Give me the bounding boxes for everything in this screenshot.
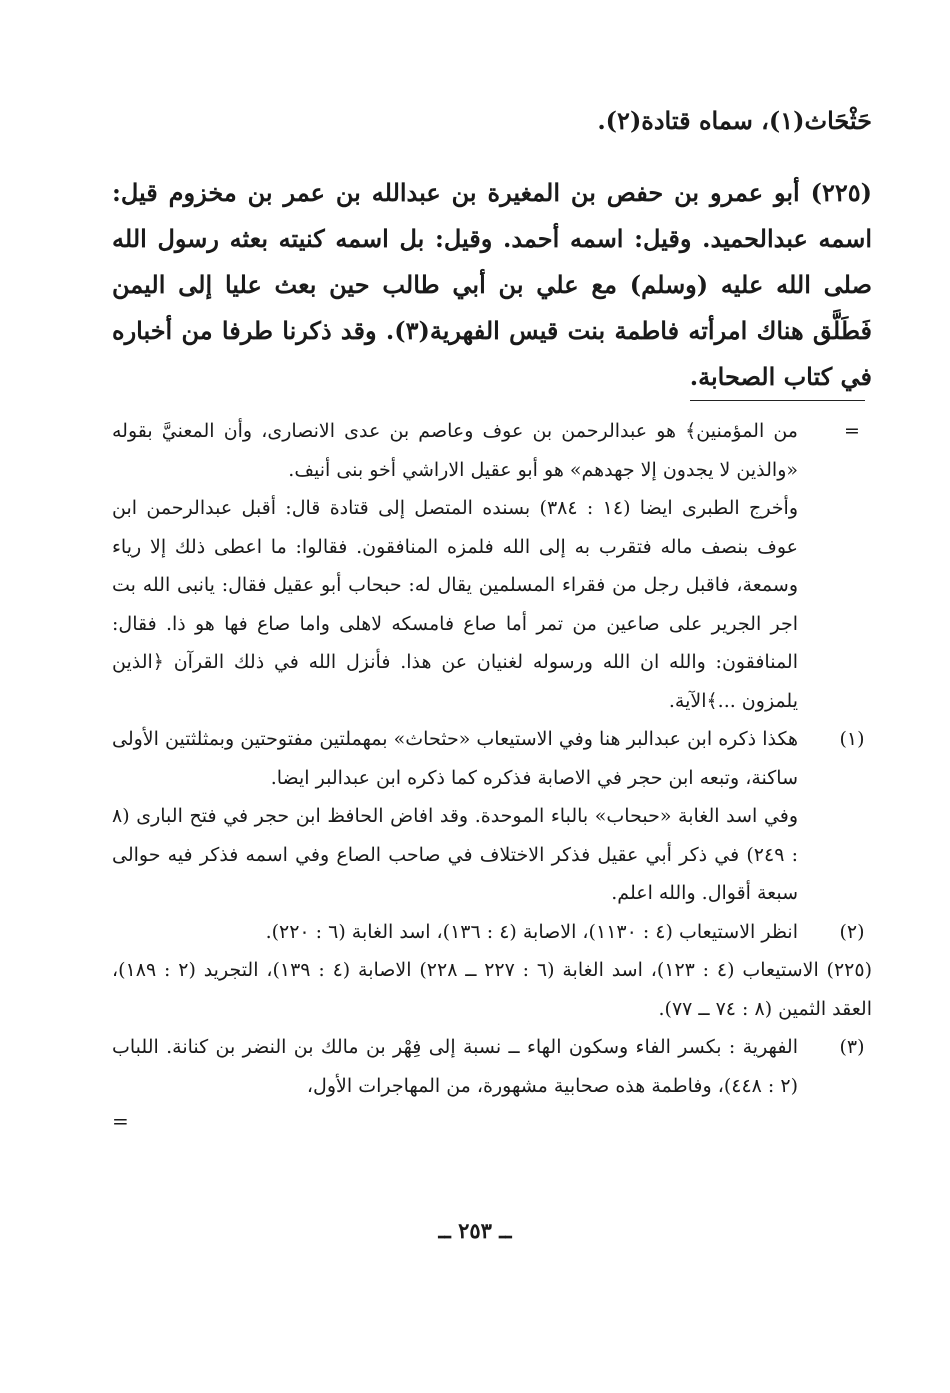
footnotes-section <box>112 412 872 1137</box>
footnote-continued <box>112 412 872 720</box>
biography-entry-225: (٢٢٥) أبو عمرو بن حفص بن المغيرة بن عبدالله بن عمر بن مخزوم قيل: اسمه عبدالحميد. وقيل: اسمه أحمد. وقيل: بل اسمه كنيته بعثه رسول الله صلى الله عليه (وسلم) مع علي بن أبي طالب حين بعث عليا إلى اليمن فَطَلَّق هناك امرأته فاطمة بنت قيس الفهرية(٣). وقد ذكرنا طرفا من أخباره في كتاب الصحابة. <box>112 178 873 391</box>
footnote-paragraph: (٢٢٥) الاستيعاب (٤ : ١٢٣)، اسد الغابة (٦ : ٢٢٧ ــ ٢٢٨) الاصابة (٤ : ١٣٩)، التجريد (٢ : ١٨٩)، العقد الثمين (٨ : ٧٤ ــ ٧٧). <box>112 959 873 1020</box>
opening-line: حَثْحَاث(١)، سماه قتادة(٢). <box>597 106 872 135</box>
footnote-mark: (٣) <box>839 1036 865 1058</box>
footnote-mark: (١) <box>839 728 865 750</box>
footnote-paragraph: وفي اسد الغابة «حبحاب» بالباء الموحدة. وقد افاض الحافظ ابن حجر في فتح البارى (٨ : ٢٤٩) في ذكر أبي عقيل فذكر الاختلاف في صاحب الصاع وفي اسمه فذكر فيه حوالى سبعة أقوال. والله اعلم. <box>112 805 798 904</box>
footnote-1 <box>112 720 872 913</box>
footnote-separator <box>690 400 865 401</box>
footnote-paragraph: انظر الاستيعاب (٤ : ١١٣٠)، الاصابة (٤ : ١٣٦)، اسد الغابة (٦ : ٢٢٠). <box>265 920 798 943</box>
footnote-paragraph: من المؤمنين﴾ هو عبدالرحمن بن عوف وعاصم بن عدى الانصارى، وأن المعنيَّ بقوله «والذين لا يجدون إلا جهدهم» هو أبو عقيل الاراشي أخو بنى أنيف. <box>112 420 798 481</box>
footnote-3 <box>112 1028 872 1105</box>
footnote-2 <box>112 913 872 952</box>
footnote-paragraph: الفهرية : بكسر الفاء وسكون الهاء ــ نسبة إلى فِهْر بن مالك بن النضر بن كنانة. اللباب (٢ : ٤٤٨)، وفاطمة هذه صحابية مشهورة، من المهاجرات الأول، <box>112 1036 798 1097</box>
footnote-mark: (٢) <box>839 920 865 943</box>
footnote-mark: = <box>844 420 860 442</box>
page-number: ــ ٢٥٣ ــ <box>438 1218 512 1243</box>
continuation-mark: = <box>112 1109 129 1133</box>
footnote-paragraph: هكذا ذكره ابن عبدالبر هنا وفي الاستيعاب «حثحاث» بمهملتين مفتوحتين وبمثلثتين الأولى ساكنة، وتبعه ابن حجر في الاصابة فذكره كما ذكره ابن عبدالبر ايضا. <box>112 728 798 789</box>
footnote-paragraph: وأخرج الطبرى ايضا (١٤ : ٣٨٤) بسنده المتصل إلى قتادة قال: أقبل عبدالرحمن ابن عوف بنصف ماله فتقرب به إلى الله فلمزه المنافقون. فقالوا: ما اعطى ذلك إلا رياء وسمعة، فاقبل رجل من فقراء المسلمين يقال له: حبحاب أبو عقيل فقال: يانبى الله بت اجر الجرير على صاعين من تمر أما صاع فامسكه لاهلى واما صاع فها هو ذا. فقال: المنافقون: والله ان الله ورسوله لغنيان عن هذا. فأنزل الله في ذلك القرآن ﴿الذين يلمزون ...﴾الآية. <box>112 497 798 712</box>
footnote-entry-225-sources <box>112 951 872 1028</box>
